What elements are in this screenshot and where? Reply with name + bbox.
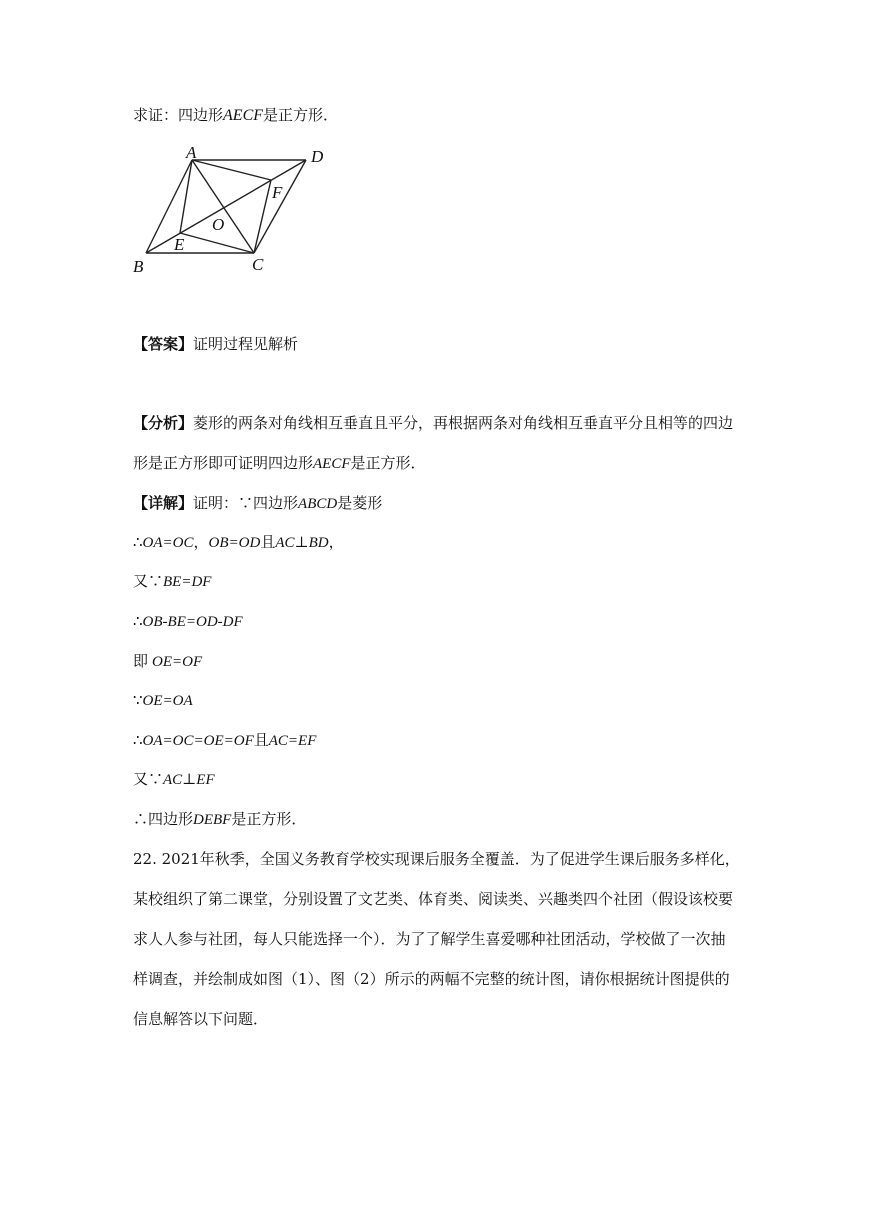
label-C: C: [252, 255, 264, 274]
proof-claim: [133, 105, 338, 126]
expr: AC⊥BD: [275, 535, 329, 551]
expr: OA=OC: [142, 535, 194, 551]
because-text: 又∵: [133, 770, 164, 788]
detail-intro-text: 证明：∵四边形: [193, 494, 299, 512]
namely-text: 即: [133, 652, 149, 670]
expr: AC=EF: [268, 733, 317, 749]
segment-CF: [254, 180, 271, 253]
detail-quadrilateral: ABCD: [298, 496, 338, 512]
problem22-line-1: 22. 2021年秋季，全国义务教育学校实现课后服务全覆盖．为了促进学生课后服务多样化，: [133, 850, 740, 868]
analysis-quadrilateral: AECF: [313, 456, 351, 472]
label-O: O: [212, 215, 225, 234]
expr: OB=OD: [208, 535, 261, 551]
label-B: B: [133, 257, 144, 276]
rhombus-figure: [128, 142, 348, 277]
therefore-symbol: ∴: [133, 731, 143, 749]
therefore-symbol: ∴: [133, 533, 143, 551]
proof-step-5: [133, 690, 193, 711]
expr: OA=OC=OE=OF: [142, 733, 254, 749]
label-E: E: [174, 235, 185, 254]
analysis-text-2: 形是正方形即可证明四边形: [133, 454, 314, 472]
expr: OB-BE=OD-DF: [142, 614, 243, 630]
expr: OE=OA: [142, 693, 193, 709]
proof-step-2: [133, 571, 211, 592]
answer-line: [133, 334, 298, 354]
proof-step-4: [133, 651, 202, 672]
analysis-line-1: [133, 413, 733, 433]
conclusion-text: ∴四边形: [133, 810, 194, 828]
expr: OE=OF: [152, 654, 203, 670]
answer-text: 证明过程见解析: [193, 335, 299, 353]
proof-step-7: [133, 769, 215, 790]
claim-suffix: 是正方形．: [263, 106, 339, 124]
comma: ，: [328, 533, 344, 551]
proof-step-6: [133, 730, 316, 751]
proof-step-1: [133, 532, 344, 553]
proof-step-8: [133, 809, 306, 830]
detail-tag: 【详解】: [133, 494, 194, 512]
problem22-line-2: 某校组织了第二课堂，分别设置了文艺类、体育类、阅读类、兴趣类四个社团（假设该校要: [133, 890, 734, 908]
problem22-line-5: 信息解答以下问题．: [133, 1010, 269, 1028]
label-D: D: [311, 147, 324, 166]
claim-quadrilateral: AECF: [223, 107, 264, 124]
segment-DC: [254, 160, 306, 253]
detail-intro: [133, 493, 382, 514]
because-text: 又∵: [133, 572, 164, 590]
proof-step-3: [133, 611, 243, 632]
problem22-line-3: 求人人参与社团，每人只能选择一个）．为了了解学生喜爱哪种社团活动，学校做了一次抽: [133, 930, 726, 948]
comma: ，: [193, 533, 209, 551]
expr: AC⊥EF: [163, 772, 215, 788]
analysis-line-2: [133, 453, 426, 474]
claim-text: 求证：四边形: [133, 106, 224, 124]
conclusion-quadrilateral: DEBF: [193, 812, 232, 828]
detail-intro-suffix: 是菱形: [337, 494, 383, 512]
label-A: A: [186, 143, 197, 162]
problem22-line-4: 样调查，并绘制成如图（1）、图（2）所示的两幅不完整的统计图，请你根据统计图提供的: [133, 970, 730, 988]
diagonal-BD: [146, 160, 306, 253]
analysis-tag: 【分析】: [133, 414, 194, 432]
label-F: F: [272, 183, 283, 202]
answer-tag: 【答案】: [133, 335, 194, 353]
because-symbol: ∵: [133, 691, 143, 709]
and-text: 且: [253, 731, 269, 749]
analysis-text: 菱形的两条对角线相互垂直且平分，再根据两条对角线相互垂直平分且相等的四边: [193, 414, 734, 432]
expr: BE=DF: [163, 574, 212, 590]
conclusion-suffix: 是正方形．: [231, 810, 307, 828]
and-text: 且: [260, 533, 276, 551]
analysis-suffix: 是正方形．: [350, 454, 426, 472]
therefore-symbol: ∴: [133, 612, 143, 630]
